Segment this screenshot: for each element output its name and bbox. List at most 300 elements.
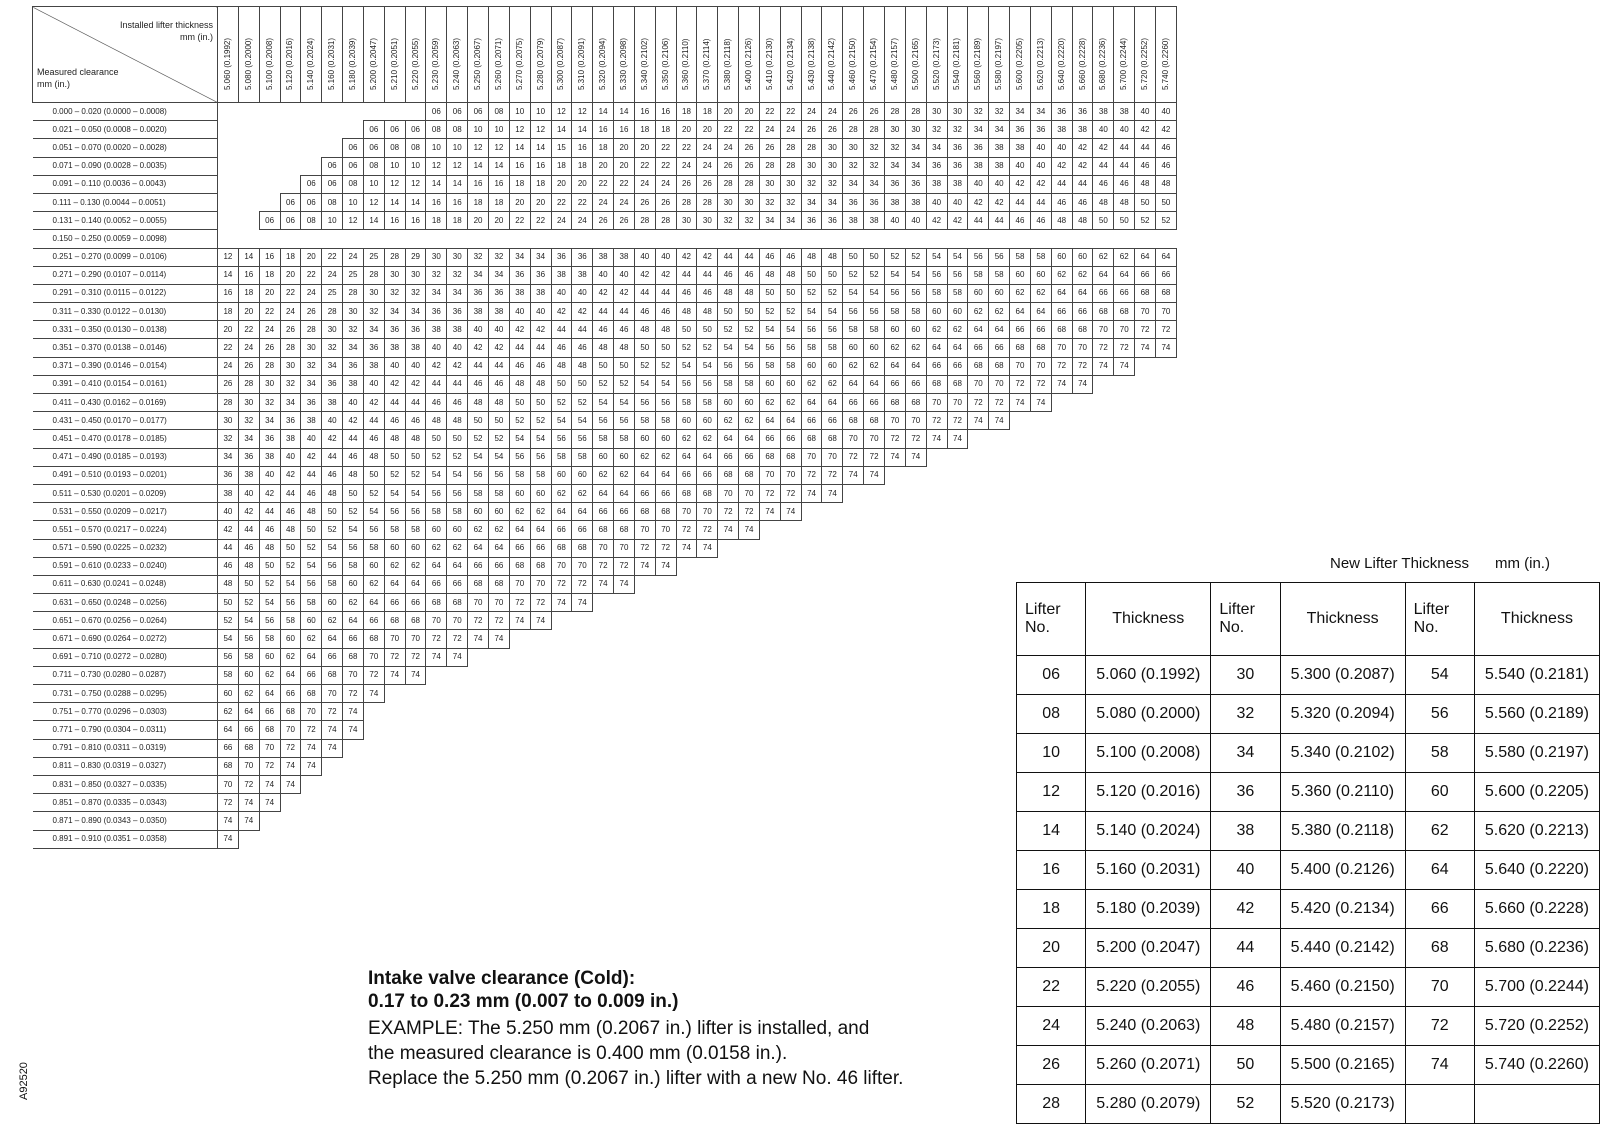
clearance-range-label: 0.511 – 0.530 (0.0201 – 0.0209) — [33, 484, 218, 502]
column-header-label: 5.200 (0.2047) — [368, 37, 378, 90]
lifter-number-cell: 10 — [426, 139, 447, 157]
lifter-number-cell: 22 — [530, 212, 551, 230]
lifter-number-cell — [468, 666, 489, 684]
lifter-number-cell: 70 — [947, 394, 968, 412]
lifter-number-cell: 74 — [1051, 375, 1072, 393]
lifter-number-cell — [989, 685, 1010, 703]
lifter-number-cell: 14 — [593, 103, 614, 121]
lifter-number-cell — [885, 721, 906, 739]
lifter-number-cell — [1010, 466, 1031, 484]
lifter-no-cell: 72 — [1405, 1007, 1474, 1046]
lifter-number-cell: 18 — [655, 121, 676, 139]
example-line: Replace the 5.250 mm (0.2067 in.) lifter with a new No. 46 lifter. — [368, 1068, 904, 1089]
lifter-number-cell — [989, 503, 1010, 521]
lifter-number-cell: 74 — [1135, 339, 1156, 357]
lifter-number-cell — [926, 612, 947, 630]
lifter-number-cell: 30 — [822, 139, 843, 157]
lifter-number-cell: 40 — [1114, 121, 1135, 139]
lifter-number-cell: 32 — [343, 321, 364, 339]
lifter-number-cell — [739, 794, 760, 812]
lifter-number-cell: 62 — [343, 594, 364, 612]
lifter-no-cell: 42 — [1211, 890, 1280, 929]
lifter-number-cell: 38 — [989, 139, 1010, 157]
chart-row — [33, 375, 1177, 393]
lifter-number-cell: 72 — [363, 666, 384, 684]
lifter-number-cell: 26 — [593, 212, 614, 230]
column-header — [822, 7, 843, 103]
lifter-number-cell: 16 — [426, 193, 447, 211]
lifter-number-cell: 32 — [488, 248, 509, 266]
lifter-number-cell: 46 — [363, 430, 384, 448]
column-header-label: 5.520 (0.2173) — [931, 37, 941, 90]
lifter-number-cell: 52 — [634, 357, 655, 375]
lifter-number-cell — [1072, 412, 1093, 430]
lifter-number-cell: 58 — [655, 412, 676, 430]
lifter-number-cell: 30 — [905, 121, 926, 139]
lifter-number-cell: 68 — [488, 575, 509, 593]
lifter-number-cell: 28 — [655, 212, 676, 230]
lifter-number-cell — [468, 685, 489, 703]
lifter-number-cell — [718, 739, 739, 757]
lifter-number-cell: 38 — [238, 466, 259, 484]
lifter-number-cell: 52 — [780, 303, 801, 321]
lifter-number-cell: 44 — [697, 266, 718, 284]
lifter-number-cell — [1010, 521, 1031, 539]
lifter-number-cell: 68 — [301, 685, 322, 703]
lifter-number-cell: 36 — [280, 412, 301, 430]
lifter-number-cell: 50 — [614, 357, 635, 375]
lifter-number-cell: 18 — [426, 212, 447, 230]
lifter-thickness-cell: 5.280 (0.2079) — [1086, 1085, 1211, 1124]
lifter-number-cell: 58 — [468, 484, 489, 502]
lifter-number-cell — [905, 703, 926, 721]
lifter-number-cell — [864, 557, 885, 575]
lifter-number-cell: 68 — [655, 503, 676, 521]
lifter-number-cell — [426, 739, 447, 757]
lifter-number-cell: 40 — [905, 212, 926, 230]
lifter-number-cell — [968, 575, 989, 593]
lifter-number-cell — [238, 121, 259, 139]
lifter-number-cell: 28 — [363, 266, 384, 284]
lifter-number-cell — [634, 794, 655, 812]
lifter-number-cell: 48 — [343, 466, 364, 484]
lifter-number-cell: 56 — [864, 303, 885, 321]
lifter-number-cell: 66 — [718, 448, 739, 466]
lifter-number-cell: 60 — [676, 412, 697, 430]
column-header-label: 5.240 (0.2063) — [452, 37, 462, 90]
lifter-number-cell — [697, 630, 718, 648]
lifter-number-cell: 12 — [447, 157, 468, 175]
lifter-number-cell: 72 — [593, 557, 614, 575]
lifter-number-cell — [759, 757, 780, 775]
lifter-number-cell — [885, 775, 906, 793]
lifter-number-cell: 14 — [447, 175, 468, 193]
lifter-thickness-cell: 5.380 (0.2118) — [1280, 812, 1405, 851]
column-header-label: 5.230 (0.2059) — [431, 37, 441, 90]
lifter-number-cell — [343, 775, 364, 793]
lifter-number-cell: 66 — [384, 594, 405, 612]
lifter-number-cell — [968, 466, 989, 484]
lifter-number-cell: 72 — [780, 484, 801, 502]
lifter-number-cell — [739, 685, 760, 703]
lifter-number-cell: 26 — [238, 357, 259, 375]
lifter-number-cell: 48 — [426, 412, 447, 430]
lifter-number-cell: 68 — [1135, 284, 1156, 302]
lifter-number-cell — [885, 757, 906, 775]
lifter-number-cell: 18 — [551, 157, 572, 175]
lifter-number-cell — [614, 612, 635, 630]
lifter-number-cell: 56 — [447, 484, 468, 502]
lifter-number-cell — [676, 630, 697, 648]
lifter-number-cell — [218, 157, 239, 175]
lifter-number-cell: 52 — [905, 248, 926, 266]
lifter-number-cell: 70 — [655, 521, 676, 539]
lifter-number-cell: 70 — [593, 539, 614, 557]
lifter-number-cell: 58 — [634, 412, 655, 430]
lifter-number-cell: 56 — [968, 248, 989, 266]
lifter-number-cell — [968, 812, 989, 830]
lifter-number-cell: 74 — [739, 521, 760, 539]
lifter-number-cell — [593, 630, 614, 648]
lifter-number-cell — [843, 648, 864, 666]
lifter-number-cell: 40 — [989, 175, 1010, 193]
lifter-number-cell: 60 — [780, 375, 801, 393]
lifter-number-cell — [801, 685, 822, 703]
lifter-number-cell: 48 — [363, 448, 384, 466]
lifter-number-cell — [655, 612, 676, 630]
lifter-number-cell — [405, 830, 426, 848]
lifter-number-cell: 68 — [1010, 339, 1031, 357]
lifter-number-cell: 10 — [343, 193, 364, 211]
lifter-number-cell — [947, 503, 968, 521]
lifter-number-cell: 32 — [301, 357, 322, 375]
lifter-number-cell: 56 — [655, 394, 676, 412]
lifter-number-cell — [947, 794, 968, 812]
lifter-number-cell: 68 — [1155, 284, 1176, 302]
lifter-number-cell — [322, 830, 343, 848]
lifter-number-cell: 20 — [593, 157, 614, 175]
lifter-number-cell — [926, 794, 947, 812]
lifter-number-cell: 42 — [405, 375, 426, 393]
lifter-number-cell: 28 — [843, 121, 864, 139]
clearance-range-label: 0.871 – 0.890 (0.0343 – 0.0350) — [33, 812, 218, 830]
lifter-number-cell — [697, 794, 718, 812]
lifter-number-cell: 06 — [468, 103, 489, 121]
lifter-number-cell — [676, 648, 697, 666]
lifter-number-cell — [468, 830, 489, 848]
lifter-number-cell: 32 — [218, 430, 239, 448]
lifter-number-cell — [343, 121, 364, 139]
lifter-number-cell: 66 — [1135, 266, 1156, 284]
lifter-number-cell — [1030, 484, 1051, 502]
clearance-notes — [368, 967, 903, 1091]
lifter-number-cell — [384, 230, 405, 248]
column-header-label: 5.160 (0.2031) — [327, 37, 337, 90]
lifter-number-cell: 70 — [280, 721, 301, 739]
lifter-number-cell: 44 — [509, 339, 530, 357]
lifter-number-cell: 16 — [488, 175, 509, 193]
lifter-number-cell: 26 — [301, 303, 322, 321]
lifter-number-cell — [926, 484, 947, 502]
lifter-number-cell — [822, 775, 843, 793]
lifter-number-cell — [530, 630, 551, 648]
lifter-number-cell: 48 — [1093, 193, 1114, 211]
lifter-number-cell: 52 — [509, 412, 530, 430]
lifter-number-cell — [280, 121, 301, 139]
lifter-number-cell: 44 — [1114, 139, 1135, 157]
lifter-number-cell — [759, 575, 780, 593]
lifter-number-cell: 30 — [801, 157, 822, 175]
lifter-number-cell — [989, 594, 1010, 612]
lifter-number-cell: 62 — [1051, 266, 1072, 284]
lifter-number-cell: 34 — [509, 248, 530, 266]
lifter-number-cell: 32 — [843, 157, 864, 175]
lifter-number-cell — [885, 521, 906, 539]
lifter-number-cell — [1114, 412, 1135, 430]
lifter-number-cell: 50 — [739, 303, 760, 321]
lifter-number-cell — [1072, 539, 1093, 557]
lifter-number-cell — [864, 794, 885, 812]
lifter-number-cell: 42 — [1072, 157, 1093, 175]
lifter-thickness-cell: 5.080 (0.2000) — [1086, 695, 1211, 734]
lifter-number-cell: 72 — [572, 575, 593, 593]
lifter-number-cell — [572, 630, 593, 648]
lifter-number-cell: 54 — [259, 594, 280, 612]
column-header — [322, 7, 343, 103]
lifter-number-cell: 66 — [509, 539, 530, 557]
lifter-number-cell: 62 — [864, 357, 885, 375]
lifter-number-cell: 22 — [509, 212, 530, 230]
lifter-number-cell — [676, 612, 697, 630]
lifter-number-cell: 40 — [551, 284, 572, 302]
lifter-number-cell: 48 — [1135, 175, 1156, 193]
lifter-number-cell — [405, 685, 426, 703]
lifter-number-cell — [572, 739, 593, 757]
lifter-number-cell: 46 — [468, 375, 489, 393]
lifter-number-cell — [718, 594, 739, 612]
lifter-number-cell: 50 — [864, 248, 885, 266]
lifter-number-cell — [363, 794, 384, 812]
lifter-number-cell: 48 — [488, 394, 509, 412]
lifter-number-cell: 68 — [697, 484, 718, 502]
lifter-thickness-cell: 5.500 (0.2165) — [1280, 1046, 1405, 1085]
lifter-number-cell: 42 — [530, 321, 551, 339]
lifter-number-cell — [697, 739, 718, 757]
lifter-number-cell: 62 — [322, 612, 343, 630]
lifter-number-cell: 38 — [405, 339, 426, 357]
lifter-number-cell: 62 — [405, 557, 426, 575]
lifter-number-cell — [697, 575, 718, 593]
chart-row — [33, 466, 1177, 484]
lifter-number-cell: 26 — [697, 175, 718, 193]
lifter-number-cell: 54 — [509, 430, 530, 448]
lifter-number-cell: 32 — [426, 266, 447, 284]
column-header — [488, 7, 509, 103]
lifter-number-cell: 40 — [488, 321, 509, 339]
column-header — [530, 7, 551, 103]
lifter-number-cell — [697, 830, 718, 848]
lifter-number-cell — [468, 721, 489, 739]
lifter-number-cell: 32 — [447, 266, 468, 284]
lifter-number-cell — [739, 230, 760, 248]
lifter-number-cell — [864, 521, 885, 539]
lifter-number-cell: 58 — [259, 630, 280, 648]
lifter-number-cell — [280, 103, 301, 121]
lifter-number-cell: 54 — [301, 557, 322, 575]
lifter-number-cell: 28 — [322, 303, 343, 321]
lifter-number-cell — [801, 503, 822, 521]
lifter-number-cell — [947, 775, 968, 793]
chart-row — [33, 539, 1177, 557]
lifter-number-cell: 60 — [739, 394, 760, 412]
lifter-number-cell: 44 — [676, 266, 697, 284]
clearance-range-label: 0.111 – 0.130 (0.0044 – 0.0051) — [33, 193, 218, 211]
lifter-number-cell: 54 — [384, 484, 405, 502]
lifter-number-cell: 24 — [822, 103, 843, 121]
lifter-number-cell — [634, 230, 655, 248]
lifter-no-cell: 10 — [1017, 734, 1086, 773]
lifter-number-cell: 62 — [426, 539, 447, 557]
lifter-number-cell: 72 — [989, 394, 1010, 412]
lifter-number-cell — [926, 721, 947, 739]
lifter-number-cell: 72 — [426, 630, 447, 648]
lifter-number-cell: 38 — [614, 248, 635, 266]
column-header — [1010, 7, 1031, 103]
lifter-no-cell: 32 — [1211, 695, 1280, 734]
lifter-number-cell — [968, 557, 989, 575]
lifter-number-cell: 54 — [343, 521, 364, 539]
column-header — [718, 7, 739, 103]
lifter-number-cell — [759, 830, 780, 848]
clearance-range-label: 0.631 – 0.650 (0.0248 – 0.0256) — [33, 594, 218, 612]
lifter-number-cell — [739, 721, 760, 739]
lifter-number-cell — [1051, 484, 1072, 502]
column-header — [572, 7, 593, 103]
lifter-number-cell: 50 — [1114, 212, 1135, 230]
lifter-number-cell: 34 — [405, 303, 426, 321]
lifter-number-cell: 74 — [864, 466, 885, 484]
lifter-number-cell: 48 — [322, 484, 343, 502]
lifter-number-cell: 52 — [801, 284, 822, 302]
lifter-number-cell — [280, 157, 301, 175]
lifter-number-cell: 46 — [1093, 175, 1114, 193]
lifter-number-cell: 64 — [697, 448, 718, 466]
example-line: EXAMPLE: The 5.250 mm (0.2067 in.) lifter is installed, and — [368, 1018, 870, 1039]
lifter-number-cell — [989, 812, 1010, 830]
lifter-number-cell — [822, 503, 843, 521]
lifter-number-cell: 52 — [384, 466, 405, 484]
lifter-number-cell: 74 — [968, 412, 989, 430]
lifter-number-cell: 58 — [676, 394, 697, 412]
lifter-number-cell — [488, 830, 509, 848]
lifter-number-cell: 64 — [572, 503, 593, 521]
lifter-number-cell — [238, 230, 259, 248]
chart-row — [33, 812, 1177, 830]
lifter-number-cell — [1051, 394, 1072, 412]
lifter-number-cell: 32 — [259, 394, 280, 412]
lifter-number-cell: 74 — [363, 685, 384, 703]
lifter-number-cell — [864, 503, 885, 521]
chart-row — [33, 757, 1177, 775]
lifter-number-cell: 48 — [676, 303, 697, 321]
lifter-number-cell — [468, 812, 489, 830]
lifter-number-cell: 70 — [634, 521, 655, 539]
clearance-range-label: 0.831 – 0.850 (0.0327 – 0.0335) — [33, 775, 218, 793]
lifter-number-cell: 64 — [968, 321, 989, 339]
lifter-number-cell — [718, 830, 739, 848]
lifter-number-cell: 62 — [926, 321, 947, 339]
lifter-number-cell: 34 — [864, 175, 885, 193]
lifter-number-cell: 36 — [238, 448, 259, 466]
column-header — [363, 7, 384, 103]
lifter-number-cell — [801, 812, 822, 830]
lifter-number-cell — [697, 594, 718, 612]
lifter-number-cell: 08 — [426, 121, 447, 139]
lifter-number-cell — [801, 521, 822, 539]
lifter-number-cell: 52 — [468, 430, 489, 448]
lifter-number-cell: 68 — [1093, 303, 1114, 321]
lifter-number-cell — [343, 794, 364, 812]
lifter-number-cell: 70 — [343, 666, 364, 684]
lifter-number-cell: 06 — [363, 121, 384, 139]
lifter-number-cell — [1155, 230, 1176, 248]
lifter-number-cell — [697, 775, 718, 793]
lifter-number-cell: 64 — [1135, 248, 1156, 266]
lifter-number-cell: 40 — [468, 321, 489, 339]
lifter-number-cell: 26 — [676, 175, 697, 193]
lifter-number-cell — [551, 757, 572, 775]
lifter-number-cell: 70 — [468, 594, 489, 612]
lifter-number-cell: 60 — [1010, 266, 1031, 284]
lifter-number-cell: 54 — [885, 266, 906, 284]
lifter-number-cell: 56 — [488, 466, 509, 484]
lifter-number-cell: 12 — [468, 139, 489, 157]
lifter-number-cell: 26 — [739, 157, 760, 175]
lifter-number-cell — [509, 721, 530, 739]
lifter-number-cell: 48 — [384, 430, 405, 448]
lifter-number-cell: 62 — [488, 521, 509, 539]
chart-row — [33, 484, 1177, 502]
lifter-number-cell: 58 — [718, 375, 739, 393]
lifter-no-cell: 52 — [1211, 1085, 1280, 1124]
lifter-number-cell: 48 — [1114, 193, 1135, 211]
lifter-number-cell: 62 — [572, 484, 593, 502]
lifter-number-cell: 44 — [259, 503, 280, 521]
measured-clearance-label: Measured clearance mm (in.) — [37, 66, 119, 89]
lifter-number-cell: 72 — [530, 594, 551, 612]
lifter-number-cell — [1072, 466, 1093, 484]
lifter-number-cell: 60 — [447, 521, 468, 539]
column-header-label: 5.460 (0.2150) — [848, 37, 858, 90]
lifter-number-cell: 68 — [572, 539, 593, 557]
lifter-number-cell: 60 — [634, 430, 655, 448]
lifter-number-cell: 30 — [218, 412, 239, 430]
lifter-number-cell: 46 — [1030, 212, 1051, 230]
lifter-number-cell: 66 — [238, 721, 259, 739]
lifter-number-cell — [1072, 521, 1093, 539]
lifter-number-cell: 60 — [822, 357, 843, 375]
lifter-number-cell: 20 — [739, 103, 760, 121]
lifter-number-cell: 42 — [468, 339, 489, 357]
lifter-number-cell — [509, 230, 530, 248]
lifter-number-cell: 54 — [801, 303, 822, 321]
lifter-number-cell — [322, 103, 343, 121]
lifter-number-cell — [801, 757, 822, 775]
lifter-number-cell — [905, 739, 926, 757]
lifter-number-cell — [655, 594, 676, 612]
lifter-number-cell — [843, 612, 864, 630]
lifter-number-cell: 42 — [926, 212, 947, 230]
